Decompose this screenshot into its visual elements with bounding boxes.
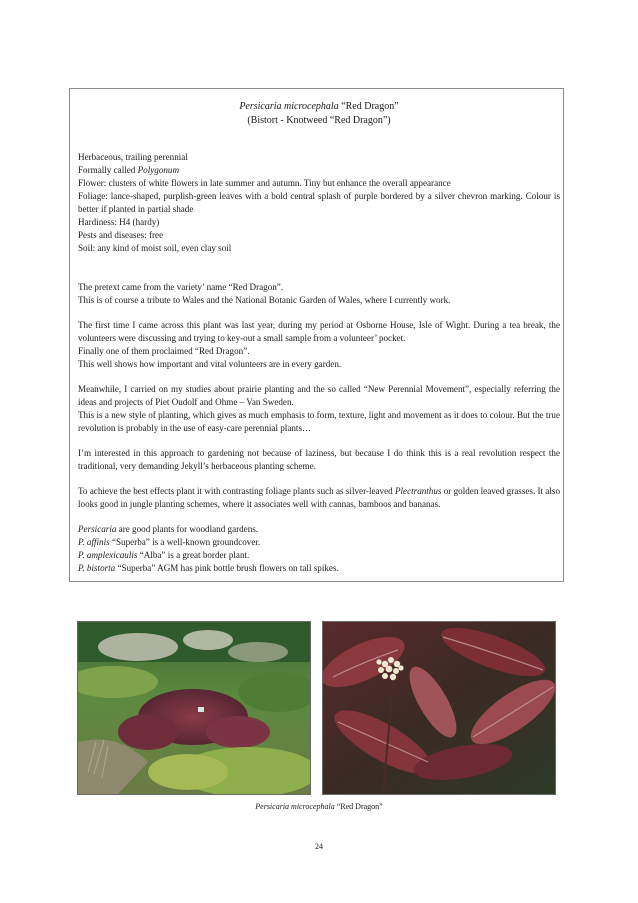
story-para-2c: This well shows how important and vital volunteers are in every garden. <box>78 359 342 369</box>
related-1-text: are good plants for woodland gardens. <box>116 524 259 534</box>
foliage-closeup-photo <box>322 621 556 795</box>
fact-habit: Herbaceous, trailing perennial <box>78 152 188 162</box>
story-para-5 <box>78 485 560 511</box>
title-latin-name: Persicaria microcephala <box>239 101 339 112</box>
title-cultivar: “Red Dragon” <box>338 101 399 112</box>
story-para-2a: The first time I came across this plant was last year, during my period at Osborne House, Isle of Wight. During a tea break, the volunteers were discussing and trying to key-out a small sample from a volunteer’ pocket. <box>78 320 560 343</box>
story-para-4: I’m interested in this approach to gardening not because of laziness, but because I do think this is a real revolution respect the traditional, very demanding Jekyll’s herbaceous planting scheme. <box>78 448 560 471</box>
fact-soil: Soil: any kind of moist soil, even clay soil <box>78 243 232 253</box>
related-line-4 <box>78 562 560 575</box>
fact-pests: Pests and diseases: free <box>78 230 164 240</box>
garden-border-photo <box>77 621 311 795</box>
caption-cultivar: “Red Dragon” <box>334 802 383 811</box>
fact-hardiness: Hardiness: H4 (hardy) <box>78 217 160 227</box>
caption-latin: Persicaria microcephala <box>255 802 335 811</box>
story-para-3b: This is a new style of planting, which gives as much emphasis to form, texture, light and movement as it does to colour. But the true revolution is probably in the use of easy-care perennial plants… <box>78 410 560 433</box>
story-para-5-post: or golden leaved grasses. It also looks good in jungle planting schemes, where it associates well with cannas, bamboos and bananas. <box>78 486 561 509</box>
related-4-text: “Superba” AGM has pink bottle brush flowers on tall spikes. <box>115 563 339 573</box>
story-para-5-pre: To achieve the best effects plant it with contrasting foliage plants such as silver-leaved <box>78 486 395 496</box>
story-para-1a: The pretext came from the variety’ name “Red Dragon”. <box>78 282 284 292</box>
fact-formerly-genus: Polygonum <box>137 165 180 175</box>
fact-flower: Flower: clusters of white flowers in late summer and autumn. Tiny but enhance the overall appearance <box>78 178 451 188</box>
related-line-1 <box>78 523 560 536</box>
garden-border-illustration <box>78 622 310 794</box>
page-number: 24 <box>315 842 323 851</box>
fact-foliage: Foliage: lance-shaped, purplish-green leaves with a bold central splash of purple bordered by a silver chevron marking. Colour is better if planted in partial shade <box>78 191 560 214</box>
plant-facts <box>78 151 560 575</box>
related-3-text: “Alba” is a great border plant. <box>137 550 250 560</box>
related-4-name: P. bistorta <box>78 563 116 573</box>
related-2-text: “Superba” is a well-known groundcover. <box>109 537 261 547</box>
related-1-name: Persicaria <box>78 524 117 534</box>
story-para-1b: This is of course a tribute to Wales and the National Botanic Garden of Wales, where I currently work. <box>78 295 451 305</box>
title-line-1 <box>0 100 638 114</box>
story-para-2b: Finally one of them proclaimed “Red Dragon”. <box>78 346 250 356</box>
foliage-closeup-illustration <box>323 622 555 794</box>
related-3-name: P. amplexicaulis <box>78 550 138 560</box>
photo-caption <box>0 802 638 811</box>
related-line-2 <box>78 536 560 549</box>
title-common-name: (Bistort - Knotweed “Red Dragon”) <box>247 115 391 126</box>
story-para-3a: Meanwhile, I carried on my studies about prairie planting and the so called “New Perennial Movement”, especially referring the ideas and projects of Piet Oudolf and Ohme – Van Sweden. <box>78 384 560 407</box>
fact-formerly <box>78 164 560 177</box>
story-para-5-genus: Plectranthus <box>394 486 442 496</box>
plant-title <box>0 100 638 128</box>
related-line-3 <box>78 549 560 562</box>
related-2-name: P. affinis <box>78 537 110 547</box>
fact-formerly-prefix: Formally called <box>78 165 138 175</box>
